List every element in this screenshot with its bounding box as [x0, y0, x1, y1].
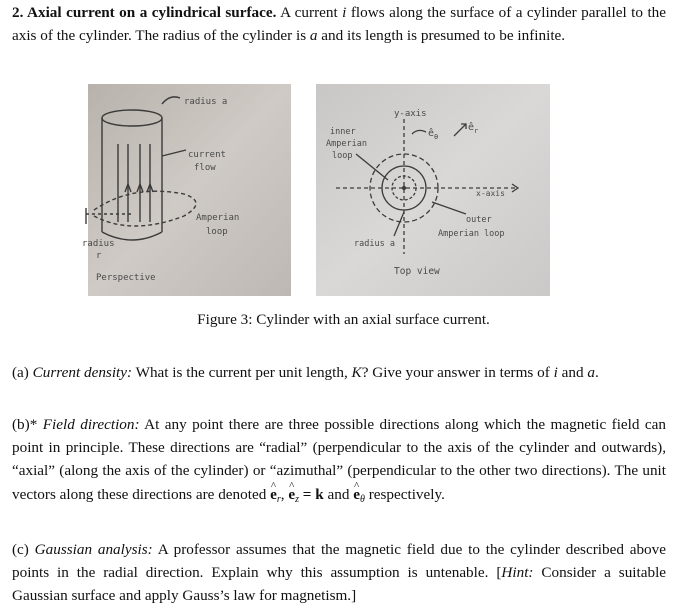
symbol-K: K — [351, 364, 362, 381]
label-top-view: Top view — [394, 266, 440, 277]
label-perspective: Perspective — [96, 273, 156, 283]
label-e-theta: $ê_\theta$ — [428, 128, 439, 141]
label-y-axis: y-axis — [394, 109, 427, 119]
perspective-sketch-svg — [82, 84, 291, 296]
intro-text-a: A current — [280, 4, 338, 21]
sub-r: r — [276, 493, 281, 505]
label-inner: inner — [330, 127, 356, 137]
part-c-title: Gaussian analysis: — [34, 541, 153, 558]
current-symbol: i — [342, 4, 347, 21]
radius-symbol: a — [309, 27, 318, 45]
part-b-label: (b)* — [12, 416, 38, 433]
label-inner-amperian: Amperian — [326, 139, 367, 149]
part-c-text-a: A professor assumes that the magnetic field due to the cylinder described above points in the radial direction. Explain why this assumption is untenable. — [12, 541, 666, 582]
part-b-title: Field direction: — [42, 416, 140, 433]
part-c — [12, 538, 666, 608]
problem-heading: 2. Axial current on a cylindrical surface. — [12, 4, 277, 21]
problem-statement — [12, 1, 666, 47]
figure-caption: Figure 3: Cylinder with an axial surface current. — [197, 311, 490, 328]
label-radius-a-right: radius a — [354, 239, 395, 249]
label-r: r — [96, 251, 102, 261]
label-outer-amperian-loop: Amperian loop — [438, 229, 505, 239]
part-a — [12, 361, 666, 384]
part-a-text-a: What is the current per unit length, — [135, 364, 348, 381]
part-b — [12, 413, 666, 511]
unit-vector-etheta: ^ e — [353, 483, 360, 506]
label-radius: radius — [82, 239, 115, 249]
symbol-a: a — [587, 364, 595, 381]
top-view-sketch — [316, 84, 550, 296]
perspective-sketch — [82, 84, 291, 296]
part-b-text-b: and — [327, 485, 350, 503]
unit-vector-er: ^ e — [270, 483, 277, 506]
part-a-end: . — [594, 364, 599, 381]
label-radius-a: radius a — [184, 97, 228, 107]
part-a-text-b: ? Give your answer in terms of — [361, 364, 550, 381]
part-a-label: (a) — [12, 364, 29, 381]
part-a-and: and — [561, 364, 584, 381]
label-current: current — [188, 150, 226, 160]
intro-text-c: and its length is presumed to be infinite. — [321, 27, 566, 45]
label-e-r: $ê_r$ — [468, 122, 479, 135]
label-amperian: Amperian — [196, 213, 240, 223]
comma-1: , — [280, 485, 285, 503]
label-x-axis: x-axis — [476, 189, 505, 198]
sub-z: z — [295, 493, 299, 505]
label-flow: flow — [194, 163, 216, 173]
intro-text-b: flows along the surface of a cylinder parallel to the axis of the cylinder. The radius of the cylinder is — [12, 4, 666, 45]
hint-open: [ — [496, 564, 502, 582]
hint-label: Hint: — [501, 564, 534, 582]
part-b-text-a: At any point there are three possible directions along which the magnetic field can point in principle. These directions are “radial” (perpendicular to the axis of the cylinder and outwards), “axial” (along the axis of the cylinder) or “azimuthal” (perpendicular to the other two directions). The unit vectors along these directions are denoted — [12, 416, 666, 503]
part-a-title: Current density: — [32, 364, 133, 381]
top-view-sketch-svg — [316, 84, 550, 296]
label-loop: loop — [206, 227, 228, 237]
label-inner-loop: loop — [332, 151, 353, 161]
unit-vector-ez: ^ e — [288, 483, 295, 506]
hint-text: Consider a suitable Gaussian surface and apply Gauss’s law for magnetism.] — [12, 564, 667, 605]
symbol-i: i — [553, 364, 558, 381]
part-c-label: (c) — [12, 541, 29, 558]
part-b-text-c: respectively. — [368, 485, 445, 503]
sub-theta: θ — [359, 493, 365, 505]
eq-k: = k — [302, 485, 324, 503]
label-outer: outer — [466, 215, 492, 225]
